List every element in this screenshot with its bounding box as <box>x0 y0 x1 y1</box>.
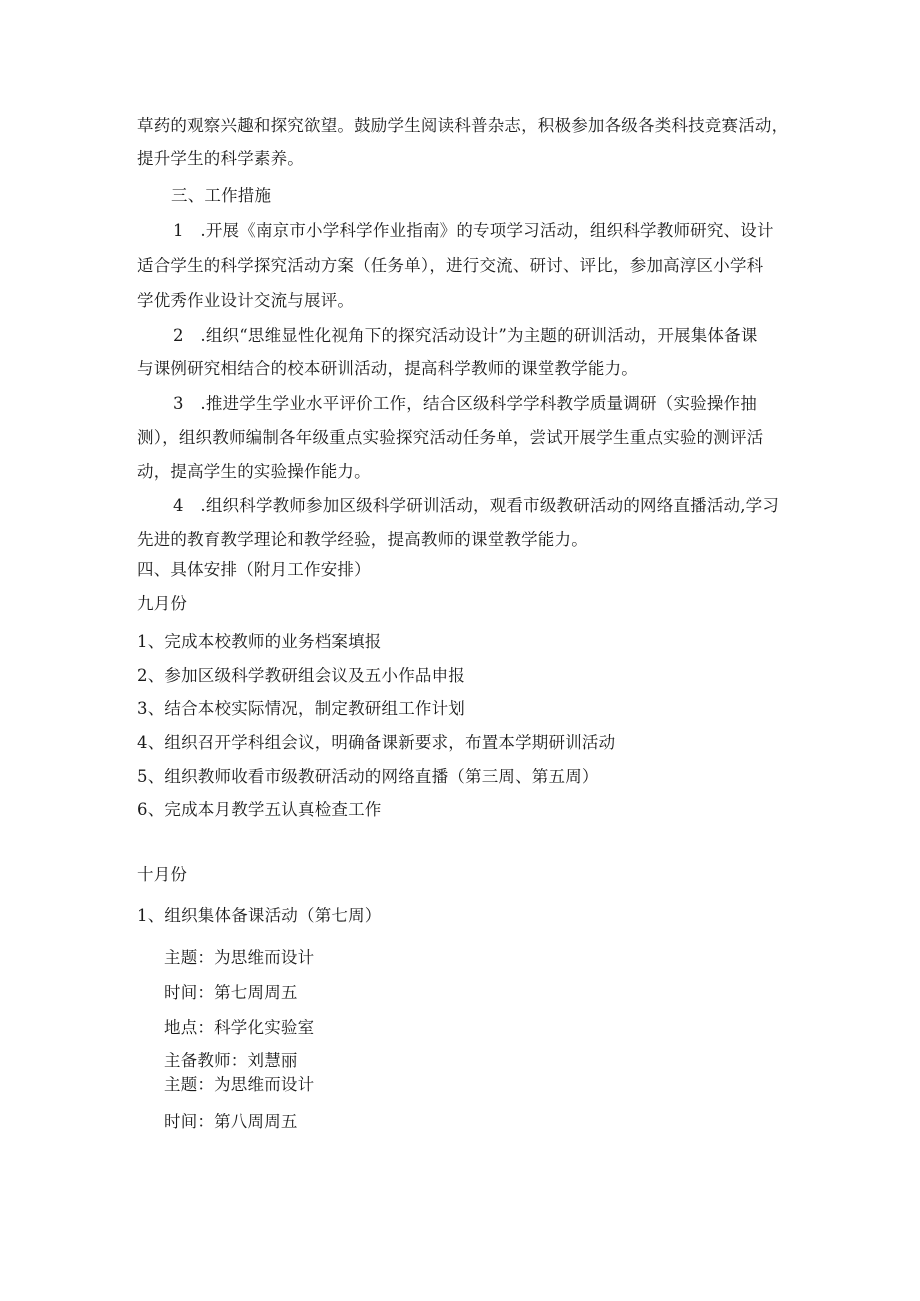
october-detail-teacher-1: 主备教师：刘慧丽 <box>164 1051 298 1070</box>
september-item-1: 1、完成本校教师的业务档案填报 <box>137 632 382 651</box>
october-detail-time-1: 时间：第七周周五 <box>164 983 298 1002</box>
section-heading-schedule: 四、具体安排（附月工作安排） <box>137 560 371 579</box>
september-item-3: 3、结合本校实际情况，制定教研组工作计划 <box>137 699 465 718</box>
october-item-1: 1、组织集体备课活动（第七周） <box>137 906 382 925</box>
measure-2-line-1: 2 .组织“思维显性化视角下的探究活动设计”为主题的研训活动，开展集体备课 <box>173 326 758 345</box>
measure-4-line-1: 4 .组织科学教师参加区级科学研训活动，观看市级教研活动的网络直播活动,学习 <box>173 496 780 515</box>
september-item-4: 4、组织召开学科组会议，明确备课新要求，布置本学期研训活动 <box>137 733 616 752</box>
section-heading-measures: 三、工作措施 <box>171 186 272 205</box>
measure-3-line-1: 3 .推进学生学业水平评价工作，结合区级科学学科教学质量调研（实验操作抽 <box>173 394 757 413</box>
october-detail-topic-2: 主题：为思维而设计 <box>164 1075 315 1094</box>
measure-3-line-2: 测），组织教师编制各年级重点实验探究活动任务单，尝试开展学生重点实验的测评活 <box>137 428 764 447</box>
intro-line-2: 提升学生的科学素养。 <box>137 149 304 168</box>
september-item-2: 2、参加区级科学教研组会议及五小作品申报 <box>137 666 465 685</box>
intro-line-1: 草药的观察兴趣和探究欲望。鼓励学生阅读科普杂志，积极参加各级各类科技竞赛活动， <box>137 116 789 135</box>
measure-2-line-2: 与课例研究相结合的校本研训活动，提高科学教师的课堂教学能力。 <box>137 359 638 378</box>
september-item-5: 5、组织教师收看市级教研活动的网络直播（第三周、第五周） <box>137 767 599 786</box>
measure-1-line-1: 1 .开展《南京市小学科学作业指南》的专项学习活动，组织科学教师研究、设计 <box>173 221 774 240</box>
october-title: 十月份 <box>137 865 188 884</box>
october-detail-location-1: 地点：科学化实验室 <box>164 1018 315 1037</box>
measure-3-line-3: 动，提高学生的实验操作能力。 <box>137 462 371 481</box>
september-item-6: 6、完成本月教学五认真检查工作 <box>137 800 382 819</box>
measure-1-line-3: 学优秀作业设计交流与展评。 <box>137 291 355 310</box>
measure-4-line-2: 先进的教育教学理论和教学经验，提高教师的课堂教学能力。 <box>137 530 588 549</box>
october-detail-time-2: 时间：第八周周五 <box>164 1112 298 1131</box>
october-detail-topic-1: 主题：为思维而设计 <box>164 948 315 967</box>
september-title: 九月份 <box>137 594 188 613</box>
measure-1-line-2: 适合学生的科学探究活动方案（任务单），进行交流、研讨、评比，参加高淳区小学科 <box>137 256 764 275</box>
